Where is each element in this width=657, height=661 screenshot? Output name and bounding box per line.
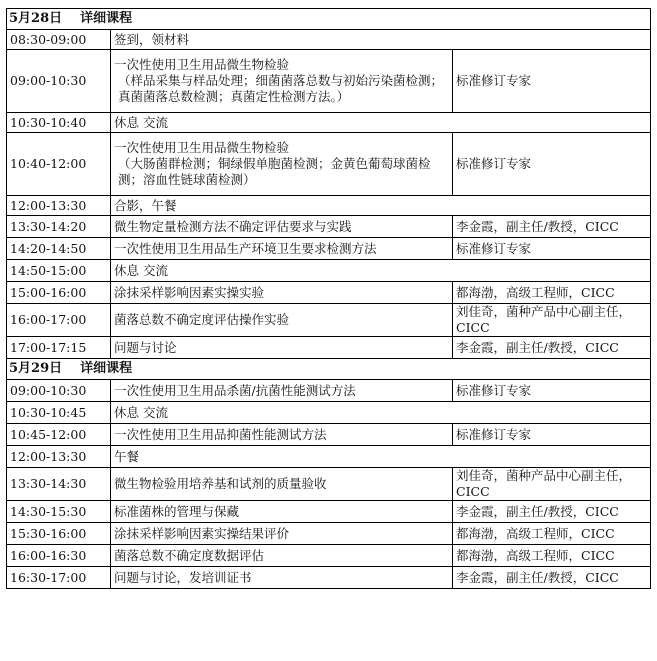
schedule-row <box>7 50 651 113</box>
time-cell: 09:00-10:30 <box>7 50 111 113</box>
time-cell: 14:30-15:30 <box>7 501 111 523</box>
day-title: 详细课程 <box>80 361 133 376</box>
schedule-row <box>7 238 651 260</box>
speaker-cell: 都海渤，高级工程师，CICC <box>453 523 651 545</box>
speaker-cell: 李金霞，副主任/教授，CICC <box>453 337 651 359</box>
topic-cell <box>111 545 453 567</box>
time-cell: 16:30-17:00 <box>7 567 111 589</box>
speaker-cell: 标准修订专家 <box>453 133 651 196</box>
topic-title: 微生物检验用培养基和试剂的质量验收 <box>114 476 327 491</box>
topic-title: 涂抹采样影响因素实操实验 <box>114 284 265 300</box>
topic-title: 休息 交流 <box>114 404 168 420</box>
day-title: 详细课程 <box>80 11 133 26</box>
topic-detail: （大肠菌群检测；铜绿假单胞菌检测；金黄色葡萄球菌检测；溶血性链球菌检测） <box>118 156 431 187</box>
schedule-row <box>7 545 651 567</box>
schedule-row <box>7 567 651 589</box>
topic-cell <box>111 567 453 589</box>
topic-cell <box>111 196 651 216</box>
day-header <box>7 359 651 380</box>
topic-cell <box>111 424 453 446</box>
topic-title: 问题与讨论，发培训证书 <box>114 569 252 585</box>
topic-cell <box>111 523 453 545</box>
time-cell: 10:40-12:00 <box>7 133 111 196</box>
schedule-row <box>7 501 651 523</box>
time-cell: 10:30-10:45 <box>7 402 111 424</box>
time-cell: 10:45-12:00 <box>7 424 111 446</box>
speaker-cell: 都海渤，高级工程师，CICC <box>453 545 651 567</box>
day-date: 5月28日 <box>9 11 63 26</box>
topic-title: 休息 交流 <box>114 262 168 278</box>
time-cell: 12:00-13:30 <box>7 196 111 216</box>
schedule-row <box>7 30 651 50</box>
schedule-row <box>7 402 651 424</box>
topic-title: 菌落总数不确定度评估操作实验 <box>114 312 290 327</box>
topic-cell <box>111 113 651 133</box>
topic-cell <box>111 337 453 359</box>
topic-title: 休息 交流 <box>114 114 168 130</box>
speaker-cell: 刘佳奇，菌种产品中心副主任，CICC <box>453 468 651 501</box>
time-cell: 16:00-16:30 <box>7 545 111 567</box>
speaker-cell: 标准修订专家 <box>453 380 651 402</box>
speaker-cell: 标准修订专家 <box>453 238 651 260</box>
topic-cell <box>111 380 453 402</box>
schedule-row <box>7 446 651 468</box>
schedule-row <box>7 133 651 196</box>
topic-cell <box>111 50 453 113</box>
topic-detail: （样品采集与样品处理；细菌菌落总数与初始污染菌检测；真菌菌落总数检测；真菌定性检测方法。） <box>118 73 444 104</box>
time-cell: 14:50-15:00 <box>7 260 111 282</box>
time-cell: 08:30-09:00 <box>7 30 111 50</box>
speaker-cell: 刘佳奇，菌种产品中心副主任，CICC <box>453 304 651 337</box>
topic-cell <box>111 282 453 304</box>
topic-title: 签到，领材料 <box>114 31 190 47</box>
time-cell: 15:30-16:00 <box>7 523 111 545</box>
time-cell: 17:00-17:15 <box>7 337 111 359</box>
schedule-row <box>7 260 651 282</box>
topic-cell <box>111 304 453 337</box>
topic-title: 一次性使用卫生用品抑菌性能测试方法 <box>114 426 327 442</box>
topic-title: 合影，午餐 <box>114 197 177 213</box>
day-header <box>7 9 651 30</box>
schedule-row <box>7 304 651 337</box>
topic-cell <box>111 446 651 468</box>
topic-title: 问题与讨论 <box>114 339 177 355</box>
time-cell: 09:00-10:30 <box>7 380 111 402</box>
topic-cell <box>111 260 651 282</box>
schedule-row <box>7 216 651 238</box>
topic-title: 一次性使用卫生用品微生物检验 <box>114 140 290 155</box>
schedule-table <box>6 8 651 589</box>
topic-cell <box>111 468 453 501</box>
topic-title: 一次性使用卫生用品杀菌/抗菌性能测试方法 <box>114 382 356 398</box>
time-cell: 13:30-14:30 <box>7 468 111 501</box>
topic-cell <box>111 216 453 238</box>
topic-title: 菌落总数不确定度数据评估 <box>114 547 265 563</box>
time-cell: 13:30-14:20 <box>7 216 111 238</box>
topic-title: 午餐 <box>114 448 140 464</box>
topic-cell <box>111 501 453 523</box>
topic-title: 标准菌株的管理与保藏 <box>114 503 240 519</box>
schedule-row <box>7 468 651 501</box>
speaker-cell: 标准修订专家 <box>453 424 651 446</box>
schedule-row <box>7 113 651 133</box>
topic-cell <box>111 238 453 260</box>
schedule-row <box>7 424 651 446</box>
topic-title: 一次性使用卫生用品微生物检验 <box>114 57 290 72</box>
day-header-row <box>7 359 651 380</box>
topic-cell <box>111 402 651 424</box>
topic-cell <box>111 133 453 196</box>
speaker-cell: 李金霞，副主任/教授，CICC <box>453 216 651 238</box>
time-cell: 16:00-17:00 <box>7 304 111 337</box>
schedule-row <box>7 380 651 402</box>
topic-cell <box>111 30 651 50</box>
topic-title: 微生物定量检测方法不确定评估要求与实践 <box>114 218 352 234</box>
day-header-row <box>7 9 651 30</box>
speaker-cell: 李金霞，副主任/教授，CICC <box>453 567 651 589</box>
speaker-cell: 李金霞，副主任/教授，CICC <box>453 501 651 523</box>
schedule-row <box>7 282 651 304</box>
time-cell: 10:30-10:40 <box>7 113 111 133</box>
speaker-cell: 都海渤，高级工程师，CICC <box>453 282 651 304</box>
topic-title: 一次性使用卫生用品生产环境卫生要求检测方法 <box>114 240 377 256</box>
time-cell: 14:20-14:50 <box>7 238 111 260</box>
schedule-row <box>7 337 651 359</box>
topic-title: 涂抹采样影响因素实操结果评价 <box>114 525 290 541</box>
schedule-row <box>7 523 651 545</box>
speaker-cell: 标准修订专家 <box>453 50 651 113</box>
time-cell: 15:00-16:00 <box>7 282 111 304</box>
time-cell: 12:00-13:30 <box>7 446 111 468</box>
schedule-row <box>7 196 651 216</box>
day-date: 5月29日 <box>9 361 63 376</box>
